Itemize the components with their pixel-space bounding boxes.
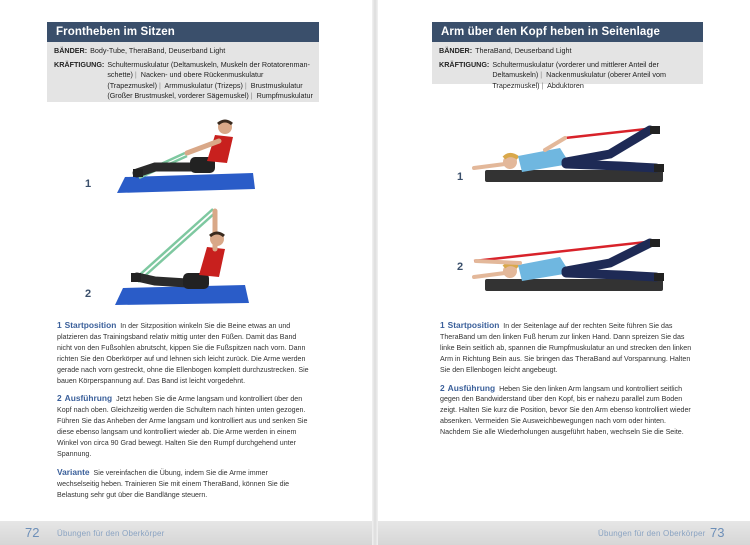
execution-number: 2 <box>57 393 62 404</box>
bands-label: BÄNDER: <box>439 46 473 55</box>
execution-text: Jetzt heben Sie die Arme langsam und kontrolliert über den Kopf nach oben. Gleichzeitig werden die Schultern nach hinten unten gezogen. Führen Sie das Anheben der Arme langsam und kontrolliert aus und senken Sie diese ebenso langsam und kontrolliert wieder ab. Die Arme werden in einem Winkel von circa 90 Grad bewegt. Halten Sie den Rumpf durchgehend unter Spannung. <box>57 395 308 458</box>
info-box <box>432 42 703 90</box>
footer <box>0 521 375 545</box>
execution-text: Heben Sie den linken Arm langsam und kontrolliert seitlich gegen den Bandwiderstand über den Kopf, bis er nahezu parallel zum Boden zeigt. Halten Sie kurz die Position, bevor Sie den Arm ebenso kontrolliert wieder absenken. Vermeiden Sie Ausweichbewegungen nach vorn oder hinten. Nachdem Sie alle Wiederholungen ausgeführt haben, wechseln Sie die Seite. <box>440 384 691 437</box>
bands-row <box>439 46 697 57</box>
exercise-photo-2 <box>470 233 665 298</box>
start-heading: Startposition <box>447 320 500 330</box>
step-2-number: 2 <box>85 288 92 300</box>
bands-value: TheraBand, Deuserband Light <box>475 46 572 55</box>
strength-item: Armmuskulatur (Trizeps) <box>164 80 243 90</box>
right-page <box>375 0 750 545</box>
start-heading: Startposition <box>64 320 117 330</box>
strength-label: KRÄFTIGUNG: <box>439 59 490 69</box>
footer <box>375 521 750 545</box>
strength-value: Schultermuskulatur (Deltamuskeln, Muskeln der Rotatorenman-schette) | Nacken- und obere Rückenmuskulatur (Trapezmuskel) | Armmuskulatur (Trizeps) | Brustmuskulatur (Großer Brustmuskel, vorderer Sägemuskel) | Rumpfmuskulatur <box>107 59 313 101</box>
book-gutter <box>372 0 378 545</box>
strength-item: Nackenmuskulatur (oberer Anteil vom Trapezmuskel) <box>492 70 666 90</box>
execution-paragraph <box>57 393 310 459</box>
start-paragraph <box>57 320 310 386</box>
exercise-photo-1 <box>115 115 260 195</box>
page-number: 73 <box>710 525 725 540</box>
execution-paragraph <box>440 383 696 439</box>
exercise-photo-2 <box>115 203 260 308</box>
strength-item: Abduktoren <box>547 80 584 90</box>
step-1-number: 1 <box>457 171 464 183</box>
footer-text: Übungen für den Oberkörper <box>598 529 706 538</box>
start-paragraph <box>440 320 696 376</box>
page-number: 72 <box>25 525 40 540</box>
step-1-number: 1 <box>85 178 92 190</box>
instructions <box>440 320 696 445</box>
strength-row <box>54 60 313 102</box>
execution-heading: Ausführung <box>64 393 113 404</box>
bands-value: Body-Tube, TheraBand, Deuserband Light <box>90 46 226 55</box>
info-box <box>47 42 319 102</box>
strength-item: Schultermuskulatur (Deltamuskeln, Muskeln der Rotatorenman-schette) <box>107 59 310 80</box>
page-title: Frontheben im Sitzen <box>47 22 319 42</box>
variant-paragraph <box>57 467 310 501</box>
bands-row <box>54 46 313 57</box>
strength-item: Rumpfmuskulatur <box>256 91 313 101</box>
strength-item: Schultermuskulatur (vorderer und mittlerer Anteil der Deltamuskeln) <box>492 59 659 80</box>
strength-row <box>439 60 697 92</box>
page-title: Arm über den Kopf heben in Seitenlage <box>432 22 703 42</box>
start-text: In der Seitenlage auf der rechten Seite führen Sie das TheraBand um den linken Fuß herum zur linken Hand. Dann spreizen Sie das linke Bein seitlich ab, spannen die Rumpfmuskulatur an und strecken den linken Arm in Richtung Bein aus. Sie bringen das TheraBand auf Vorspannung. Halten Sie den Ellenbogen leicht angebeugt. <box>440 322 692 374</box>
bands-label: BÄNDER: <box>54 46 88 55</box>
instructions <box>57 320 310 508</box>
exercise-photo-1 <box>470 118 665 188</box>
footer-text: Übungen für den Oberkörper <box>57 529 165 538</box>
start-number: 1 <box>440 320 445 330</box>
strength-item: Brustmuskulatur (Großer Brustmuskel, vorderer Sägemuskel) <box>107 80 303 101</box>
step-2-number: 2 <box>457 261 464 273</box>
execution-heading: Ausführung <box>447 382 496 393</box>
start-text: In der Sitzposition winkeln Sie die Beine etwas an und platzieren das Trainingsband relativ mittig unter den Füßen. Damit das Band nicht von den Fußsohlen abrutscht, kippen Sie die Fußspitzen nach vorn. Dann richten Sie den Oberkörper auf und lehnen sich leicht zurück. Die Arme werden gerade nach vorn gestreckt, ohne die Ellenbogen komplett durchzustrecken. Sie bauen Körperspannung auf. Das Band ist leicht vorgedehnt. <box>57 322 309 385</box>
strength-item: Nacken- und obere Rückenmuskulatur (Trapezmuskel) <box>107 70 264 90</box>
execution-number: 2 <box>440 382 445 393</box>
start-number: 1 <box>57 320 62 330</box>
strength-value: Schultermuskulatur (vorderer und mittlerer Anteil der Deltamuskeln) | Nackenmuskulatur (oberer Anteil vom Trapezmuskel) | Abduktoren <box>492 59 666 90</box>
variant-text: Sie vereinfachen die Übung, indem Sie die Arme immer wechselseitig heben. Trainieren Sie mit einem TheraBand, können Sie die Belastung sehr gut über die Bandlänge steuern. <box>57 468 290 499</box>
strength-label: KRÄFTIGUNG: <box>54 59 105 69</box>
variant-heading: Variante <box>57 466 90 477</box>
